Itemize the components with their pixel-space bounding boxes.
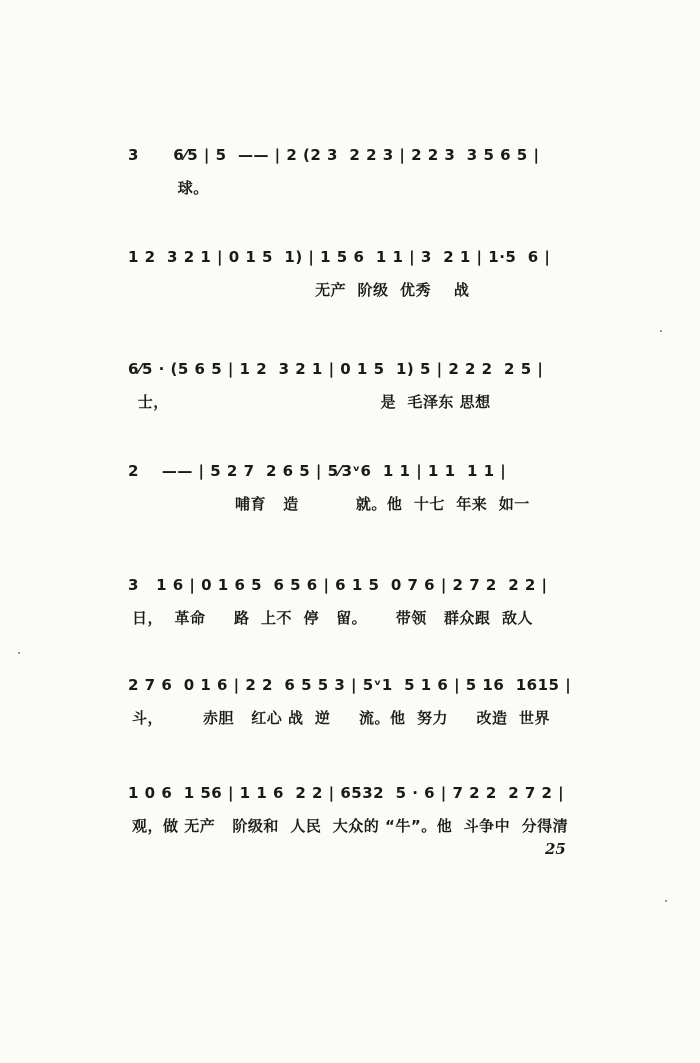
notation-line-2: 1 2 3 2 1 | 0 1 5 1) | 1 5 6 1 1 | 3 2 1 | 1·5 6 |: [128, 248, 551, 266]
lyrics-line-2: 无产 阶级 优秀 战: [132, 281, 470, 299]
scan-speck: [18, 652, 20, 654]
notation-line-3: 6⁄5 · (5 6 5 | 1 2 3 2 1 | 0 1 5 1) 5 | 2 2 2 2 5 |: [128, 360, 544, 378]
lyrics-line-5: 日， 革命 路 上不 停 留。 带领 群众跟 敌人: [132, 609, 533, 627]
lyrics-line-4: 哺育 造 就。他 十七 年来 如一: [132, 495, 530, 513]
lyrics-line-6: 斗， 赤胆 红心 战 逆 流。他 努力 改造 世界: [132, 709, 551, 727]
notation-line-6: 2 7 6 0 1 6 | 2 2 6 5 5 3 | 5ᵛ1 5 1 6 | 5 16 1615 |: [128, 676, 572, 694]
scan-speck: [660, 330, 662, 332]
lyrics-line-7: 观，做 无产 阶级和 人民 大众的 “牛”。他 斗争中 分得清: [132, 817, 569, 835]
notation-line-7: 1 0 6 1 56 | 1 1 6 2 2 | 6532 5 · 6 | 7 2 2 2 7 2 |: [128, 784, 565, 802]
notation-line-4: 2 —— | 5 2 7 2 6 5 | 5⁄3ᵛ6 1 1 | 1 1 1 1 |: [128, 462, 507, 480]
notation-line-1: 3 6⁄5 | 5 —— | 2 (2 3 2 2 3 | 2 2 3 3 5 6 5 |: [128, 146, 540, 164]
scan-speck: [665, 900, 667, 902]
notation-line-5: 3 1 6 | 0 1 6 5 6 5 6 | 6 1 5 0 7 6 | 2 7 2 2 2 |: [128, 576, 548, 594]
page-number: 25: [545, 840, 566, 858]
lyrics-line-3: 士， 是 毛泽东 思想: [132, 393, 491, 411]
lyrics-line-1: 球。: [132, 179, 209, 197]
